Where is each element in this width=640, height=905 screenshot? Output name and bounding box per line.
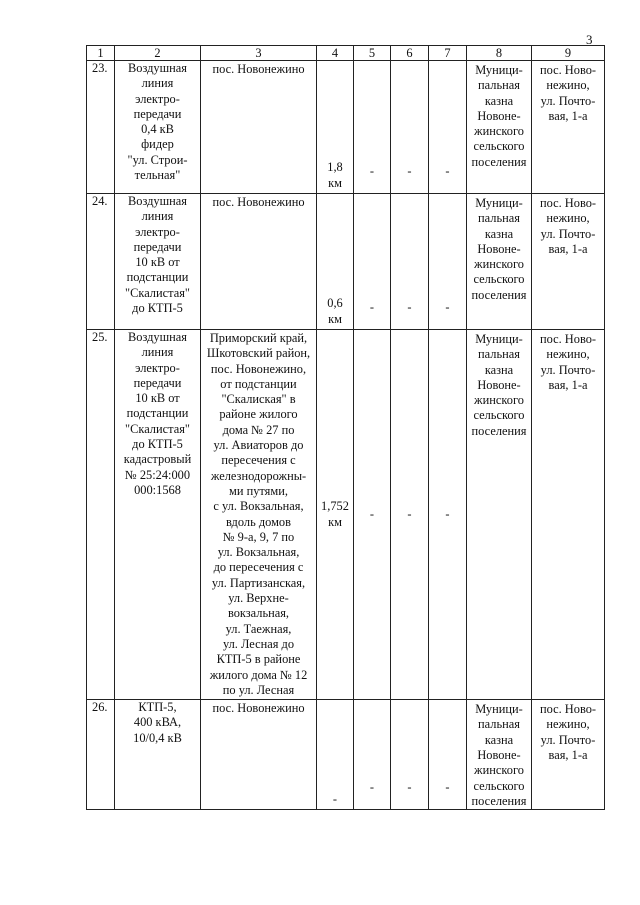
owner: Муници- пальная казна Новоне- жинского сельского поселения xyxy=(467,330,532,700)
column-header: 2 xyxy=(115,46,201,61)
object-location: Приморский край, Шкотовский район, пос. Новонежино, от подстанции "Скалиская" в районе жилого дома № 27 по ул. Авиаторов до пересечения с железнодорожны- ми путями, с ул. Вокзальная, вдоль домов № 9-а, 9, 7 по ул. Вокзальная, до пересечения с ул. Партизанская, ул. Верхне- вокзальная, ул. Таежная, ул. Лесная до КТП-5 в районе жилого дома № 12 по ул. Лесная xyxy=(201,330,317,700)
column-5-value: - xyxy=(354,194,391,330)
object-length: 1,8 км xyxy=(317,61,354,194)
column-header: 5 xyxy=(354,46,391,61)
column-number-row xyxy=(87,46,605,61)
page-number: 3 xyxy=(586,32,593,47)
column-header: 6 xyxy=(391,46,429,61)
row-number: 24. xyxy=(87,194,115,330)
object-location: пос. Новонежино xyxy=(201,61,317,194)
column-6-value: - xyxy=(391,61,429,194)
column-header: 4 xyxy=(317,46,354,61)
owner: Муници- пальная казна Новоне- жинского сельского поселения xyxy=(467,61,532,194)
column-5-value: - xyxy=(354,700,391,810)
column-6-value: - xyxy=(391,700,429,810)
column-7-value: - xyxy=(429,61,467,194)
column-7-value: - xyxy=(429,194,467,330)
property-registry-table xyxy=(86,45,605,810)
holder-address: пос. Ново- нежино, ул. Почто- вая, 1-а xyxy=(532,700,605,810)
column-header: 8 xyxy=(467,46,532,61)
row-number: 23. xyxy=(87,61,115,194)
object-name: Воздушная линия электро- передачи 10 кВ от подстанции "Скалистая" до КТП-5 кадастровый № 25:24:000 000:1568 xyxy=(115,330,201,700)
table-row xyxy=(87,194,605,330)
object-location: пос. Новонежино xyxy=(201,700,317,810)
owner: Муници- пальная казна Новоне- жинского сельского поселения xyxy=(467,194,532,330)
column-header: 9 xyxy=(532,46,605,61)
object-length: - xyxy=(317,700,354,810)
owner: Муници- пальная казна Новоне- жинского сельского поселения xyxy=(467,700,532,810)
row-number: 25. xyxy=(87,330,115,700)
column-7-value: - xyxy=(429,330,467,700)
table-row xyxy=(87,330,605,700)
object-length: 0,6 км xyxy=(317,194,354,330)
holder-address: пос. Ново- нежино, ул. Почто- вая, 1-а xyxy=(532,330,605,700)
object-name: Воздушная линия электро- передачи 10 кВ от подстанции "Скалистая" до КТП-5 xyxy=(115,194,201,330)
column-6-value: - xyxy=(391,330,429,700)
object-location: пос. Новонежино xyxy=(201,194,317,330)
object-length: 1,752 км xyxy=(317,330,354,700)
column-header: 7 xyxy=(429,46,467,61)
column-5-value: - xyxy=(354,330,391,700)
column-5-value: - xyxy=(354,61,391,194)
table-row xyxy=(87,700,605,810)
column-header: 3 xyxy=(201,46,317,61)
object-name: КТП-5, 400 кВА, 10/0,4 кВ xyxy=(115,700,201,810)
holder-address: пос. Ново- нежино, ул. Почто- вая, 1-а xyxy=(532,61,605,194)
column-7-value: - xyxy=(429,700,467,810)
column-6-value: - xyxy=(391,194,429,330)
row-number: 26. xyxy=(87,700,115,810)
table-row xyxy=(87,61,605,194)
holder-address: пос. Ново- нежино, ул. Почто- вая, 1-а xyxy=(532,194,605,330)
column-header: 1 xyxy=(87,46,115,61)
object-name: Воздушная линия электро- передачи 0,4 кВ фидер "ул. Строи- тельная" xyxy=(115,61,201,194)
